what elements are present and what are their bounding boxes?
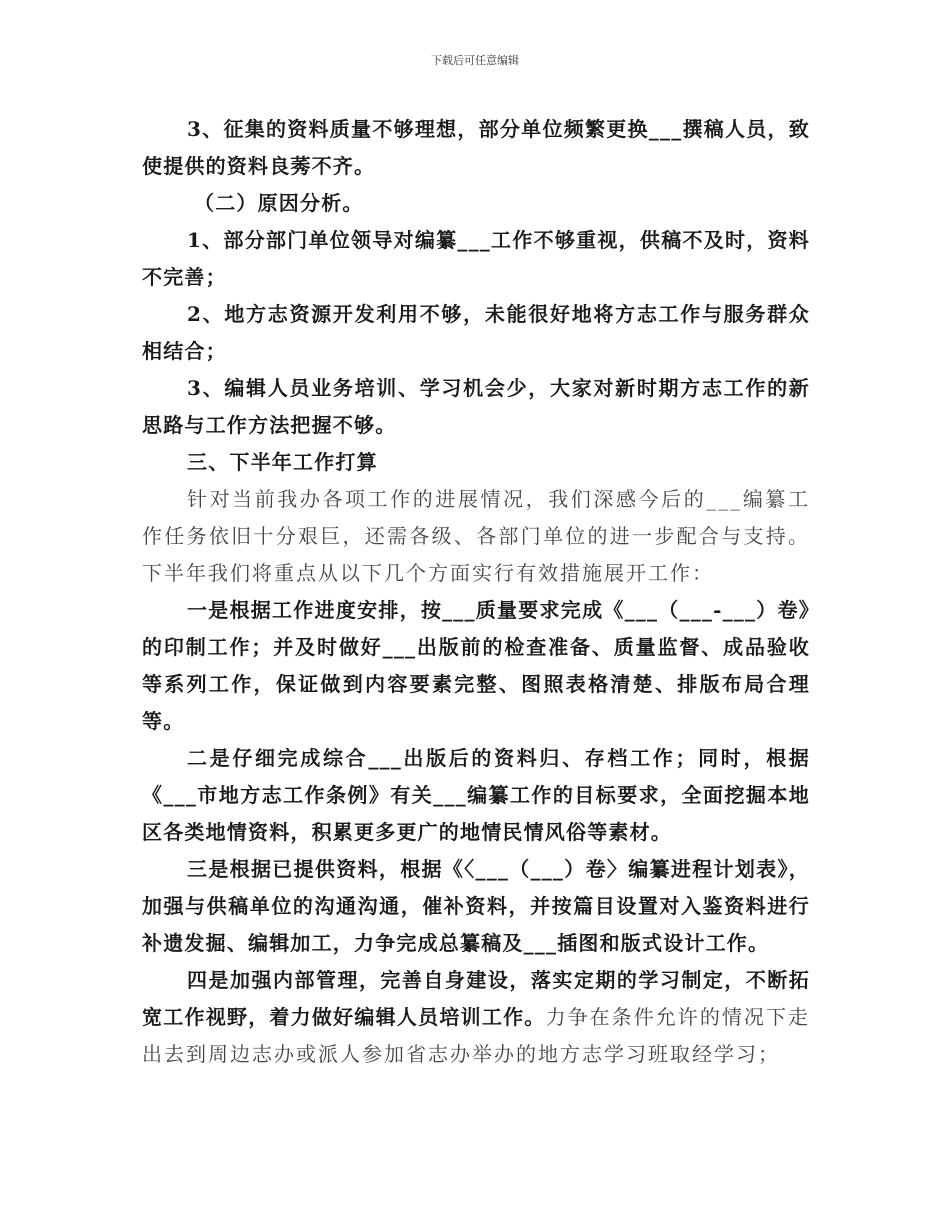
paragraph-plan-3: 三是根据已提供资料，根据《〈___（___）卷〉编纂进程计划表》，加强与供稿单位的沟通沟通，催补资料，并按篇目设置对入鉴资料进行补遗发掘、编辑加工，力争完成总纂稿及___插图和版式设计工作。	[142, 857, 810, 955]
paragraph-cause-3: 3、编辑人员业务培训、学习机会少，大家对新时期方志工作的新思路与工作方法把握不够。	[142, 376, 810, 437]
paragraph-plan-intro: 针对当前我办各项工作的进展情况，我们深感今后的___编纂工作任务依旧十分艰巨，还需各级、各部门单位的进一步配合与支持。下半年我们将重点从以下几个方面实行有效措施展开工作：	[142, 487, 810, 585]
paragraph-cause-2: 2、地方志资源开发利用不够，未能很好地将方志工作与服务群众相结合；	[142, 302, 810, 363]
paragraph-plan-2: 二是仔细完成综合___出版后的资料归、存档工作；同时，根据《___市地方志工作条例》有关___编纂工作的目标要求，全面挖掘本地区各类地情资料，积累更多更广的地情民情风俗等素材。	[142, 746, 810, 844]
page-header: 下载后可任意编辑	[431, 54, 519, 67]
paragraph-plan-4-bold: 四是加强内部管理，完善自身建设，落实定期的学习制定，不断拓宽工作视野，着力做好编辑人员培训工作。	[142, 968, 810, 1029]
paragraph-plan-1: 一是根据工作进度安排，按___质量要求完成《___（___-___）卷》的印制工作；并及时做好___出版前的检查准备、质量监督、成品验收等系列工作，保证做到内容要素完整、图照表格清楚、排版布局合理等。	[142, 598, 810, 733]
paragraph-plan-4-light: 力争在条件允许的情况下走出去到周边志办或派人参加省志办举办的地方志学习班取经学习；	[142, 1005, 810, 1066]
section-heading-cause-analysis: （二）原因分析。	[194, 191, 364, 215]
paragraph-cause-1: 1、部分部门单位领导对编纂___工作不够重视，供稿不及时，资料不完善；	[142, 228, 810, 289]
section-heading-plan: 三、下半年工作打算	[187, 450, 378, 474]
paragraph-1: 3、征集的资料质量不够理想，部分单位频繁更换___撰稿人员，致使提供的资料良莠不齐。	[142, 117, 810, 178]
paragraph-plan-4	[142, 962, 810, 1073]
document-body	[142, 111, 810, 1073]
